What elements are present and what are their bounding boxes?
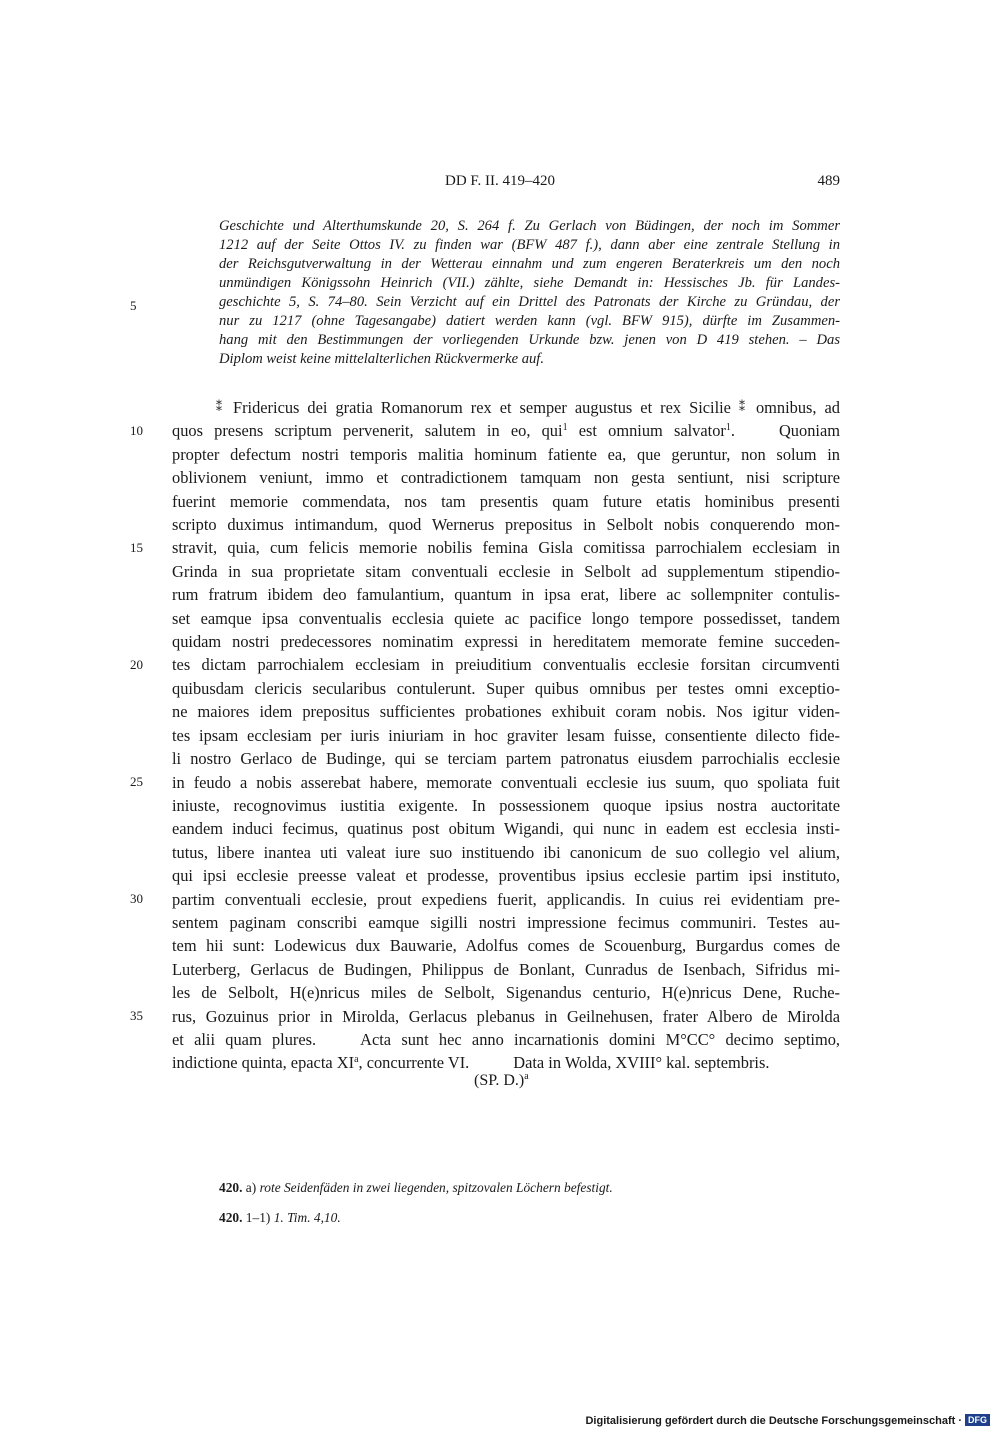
digitization-text: Digitalisierung gefördert durch die Deutsche Forschungsgemeinschaft ·: [585, 1415, 962, 1427]
closing-text: et alii quam plures.: [172, 1029, 317, 1049]
diploma-line: ne maiores idem prepositus sufficientes probationes exhibuit coram nobis. Nos igitur viden-: [172, 702, 840, 722]
diploma-line: stravit, quia, cum felicis memorie nobilis femina Gisla comitissa parrochialem ecclesiam in: [172, 538, 840, 558]
dating-clause: indictione quinta, epacta XI: [172, 1053, 355, 1073]
datum-clause: Data in Wolda, XVIII° kal. septembris.: [513, 1053, 770, 1073]
diploma-line: propter defectum nostri temporis malitia hominum fatiente ea, que geruntur, non solum in: [172, 444, 840, 464]
actum-clause: Acta sunt hec anno incarnationis domini M°CC° decimo septimo,: [360, 1029, 840, 1049]
diploma-line: sentem paginam conscribi eamque sigilli nostri impressione fecimus communiri. Testes au-: [172, 912, 840, 932]
seal-label: (SP. D.): [474, 1072, 525, 1089]
page-number: 489: [817, 173, 840, 189]
diploma-line: tutus, libere inantea uti valeat iure suo instituendo ibi canonicum de suo collegio vel alium,: [172, 842, 840, 862]
commentary-line: der Reichsgutverwaltung in der Wetterau einnahm und zum engeren Beraterkreis um den noch: [219, 256, 840, 272]
diploma-line: les de Selbolt, H(e)nricus miles de Selbolt, Sigenandus centurio, H(e)nricus Dene, Ruche-: [172, 983, 840, 1003]
footnote-ref: a: [524, 1071, 529, 1082]
chrismon-mark: ⁑: [216, 400, 225, 414]
line-number: 30: [130, 891, 143, 906]
footnote-marker: a): [245, 1180, 257, 1195]
line-number: 15: [130, 540, 143, 555]
footnotes: [219, 1180, 840, 1240]
page-header: [0, 173, 1000, 195]
commentary-paragraph: [219, 217, 840, 369]
line-number: 10: [130, 423, 143, 438]
intitulatio: Fridericus dei gratia Romanorum rex et semper augustus et rex Sicilie: [232, 398, 731, 417]
diploma-line: quibusdam clericis secularibus contulerunt. Super quibus omnibus per testes omni exceptio-: [172, 678, 840, 698]
line-number: 20: [130, 657, 143, 672]
commentary-line: Geschichte und Alterthumskunde 20, S. 264 f. Zu Gerlach von Büdingen, der noch im Sommer: [219, 218, 840, 234]
diploma-line: iniuste, recognovimus iustitia exigente. In possessionem quoque ipsius nostra auctoritate: [172, 795, 840, 815]
arenga-start: Quoniam: [778, 421, 840, 441]
punctuation: .: [730, 421, 735, 441]
footnote-text: 1. Tim. 4,10.: [273, 1210, 341, 1225]
dating-clause-cont: , concurrente VI.: [358, 1053, 470, 1073]
diploma-line: oblivionem veniunt, immo et contradictionem tamquam non gesta sentiunt, nisi scripture: [172, 468, 840, 488]
footnote-number: 420.: [219, 1180, 243, 1195]
seal-note: [474, 1072, 529, 1090]
salutation: quos presens scriptum pervenerit, salutem in eo, qui: [172, 421, 563, 441]
commentary-line: Diplom weist keine mittelalterlichen Rückvermerke auf.: [219, 351, 545, 367]
footnote-number: 420.: [219, 1210, 243, 1225]
inscriptio-start: omnibus, ad: [755, 398, 841, 417]
diploma-line: tem hii sunt: Lodewicus dux Bauwarie, Adolfus comes de Scouenburg, Burgardus comes de: [172, 936, 840, 956]
line-number: 5: [130, 298, 137, 313]
salutation-cont: est omnium salvator: [567, 421, 726, 441]
footnote-ref: a: [354, 1054, 359, 1066]
diploma-line: Luterberg, Gerlacus de Budingen, Philippus de Bonlant, Cunradus de Isenbach, Sifridus mi-: [172, 959, 840, 979]
diploma-line: qui ipsi ecclesie preesse valeat et prodesse, proventibus ipsius ecclesie partim ipsi instituto,: [172, 866, 840, 886]
diploma-line: [172, 419, 840, 442]
diploma-line: quidam nostri predecessores nominatim expressi in hereditatem memorate femine succeden-: [172, 632, 840, 652]
diploma-line: Grinda in sua proprietate sitam conventuali ecclesie in Selbolt ad supplementum stipendio-: [172, 561, 840, 581]
separator-mark: ⁑: [739, 400, 748, 414]
footnote-text: rote Seidenfäden in zwei liegenden, spitzovalen Löchern befestigt.: [259, 1180, 613, 1195]
dfg-logo: DFG: [965, 1414, 990, 1426]
diploma-line: rus, Gozuinus prior in Mirolda, Gerlacus plebanus in Geilnehusen, frater Albero de Mirolda: [172, 1006, 840, 1026]
footnote-item: [219, 1180, 840, 1196]
commentary-line: unmündigen Königssohn Heinrich (VII.) zählte, siehe Demandt in: Hessisches Jb. für Landes-: [219, 275, 840, 291]
diploma-line: scripto duximus intimandum, quod Wernerus prepositus in Selbolt nobis conquerendo mon-: [172, 515, 840, 535]
commentary-line: nur zu 1217 (ohne Tagesangabe) datiert werden kann (vgl. BFW 915), dürfte im Zusammen-: [219, 313, 840, 329]
diploma-line: tes ipsam ecclesiam per iuris iniuriam in hoc graviter lesam fuisse, consentiente dilecto fide-: [172, 725, 840, 745]
commentary-line: 1212 auf der Seite Ottos IV. zu finden war (BFW 487 f.), dann aber eine zentrale Stellung in: [219, 237, 840, 253]
diploma-line: in feudo a nobis asserebat habere, memorate conventuali ecclesie ius suum, quo spoliata fuit: [172, 772, 840, 792]
footnote-ref: 1: [562, 422, 568, 434]
diploma-line: tes dictam parrochialem ecclesiam in preiuditium conventualis ecclesie forsitan circumventi: [172, 655, 840, 675]
diploma-line: li nostro Gerlaco de Budinge, qui se terciam partem patronatus eiusdem parrochialis ecclesie: [172, 749, 840, 769]
diploma-line: fuerint memorie commendata, nos tam presentis quam future etatis hominibus presenti: [172, 491, 840, 511]
commentary-line: hang mit den Bestimmungen der vorliegenden Urkunde bzw. jenen von D 419 stehen. – Das: [219, 332, 840, 348]
diploma-line: rum fratrum ibidem deo famulantium, quantum in ipsa erat, libere ac sollempniter contulis-: [172, 585, 840, 605]
running-title: DD F. II. 419–420: [445, 173, 556, 189]
line-number: 25: [130, 774, 143, 789]
footnote-item: [219, 1210, 840, 1226]
diploma-line: [172, 1028, 840, 1051]
line-number: 35: [130, 1008, 143, 1023]
diploma-line: partim conventuali ecclesie, prout expediens fuerit, applicandis. In cuius rei evidentiam pre-: [172, 889, 840, 909]
commentary-line: geschichte 5, S. 74–80. Sein Verzicht auf ein Drittel des Patronats der Kirche zu Gründau, der: [219, 294, 840, 310]
digitization-notice: [585, 1414, 990, 1427]
footnote-marker: 1–1): [245, 1210, 271, 1225]
diploma-text: [172, 396, 840, 1075]
diploma-line: set eamque ipsa conventualis ecclesia quiete ac pacifice longo tempore possedisset, tandem: [172, 608, 840, 628]
footnote-ref: 1: [725, 422, 731, 434]
diploma-line: [172, 396, 840, 419]
diploma-line: eandem induci fecimus, quatinus post obitum Wigandi, qui nunc in eadem est ecclesia insti-: [172, 819, 840, 839]
